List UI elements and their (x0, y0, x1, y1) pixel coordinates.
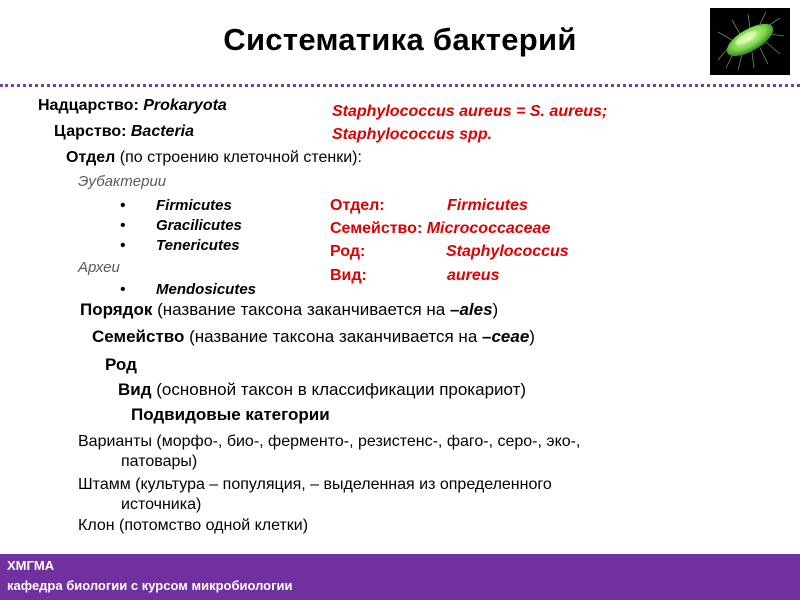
bullet-icon: • (120, 197, 126, 214)
species-line: Вид (основной таксон в классификации прокариот) (118, 380, 527, 399)
right-family-label: Семейство: (330, 220, 427, 237)
kingdom-label: Царство: (54, 123, 131, 140)
order-label: Порядок (80, 300, 153, 319)
family-line: Семейство (название таксона заканчивается на –ceae) (92, 327, 535, 346)
list-item: • Gracilicutes (120, 217, 242, 234)
footer-institution: ХМГМА (7, 558, 55, 573)
footer-department: кафедра биологии с курсом микробиологии (7, 578, 293, 593)
order-line: Порядок (название таксона заканчивается на –ales) (80, 300, 499, 319)
right-species-value: aureus (447, 267, 500, 284)
right-genus-label: Род: (330, 243, 366, 260)
division-label: Отдел (66, 149, 116, 166)
title-divider (0, 84, 800, 87)
variants-line-1: Варианты (морфо-, био-, ферменто-, резистенс-, фаго-, серо-, эко-, (78, 433, 581, 450)
variants-line-2: патовары) (121, 453, 198, 470)
superkingdom-line (38, 97, 227, 115)
order-suffix: –ales (449, 300, 493, 319)
bullet-icon: • (120, 217, 126, 234)
footer-bar (0, 554, 800, 600)
family-suffix: –ceae (482, 327, 530, 346)
right-division-label: Отдел: (330, 197, 385, 214)
staph-line-1: Staphylococcus aureus = S. aureus; (332, 103, 608, 120)
right-genus-value: Staphylococcus (446, 243, 569, 260)
species-label: Вид (118, 380, 152, 399)
page-title: Систематика бактерий (223, 22, 577, 57)
genus-label: Род (105, 355, 137, 374)
superkingdom-value: Prokaryota (143, 97, 227, 114)
strain-line-1: Штамм (культура – популяция, – выделенная из определенного (78, 476, 552, 493)
bacterium-image (710, 8, 790, 75)
kingdom-value: Bacteria (130, 123, 195, 140)
strain-line-2: источника) (121, 496, 202, 513)
clone-line: Клон (потомство одной клетки) (78, 517, 309, 534)
bullet-icon: • (120, 281, 126, 298)
list-item: • Firmicutes (120, 197, 232, 214)
staph-line-2: Staphylococcus spp. (332, 126, 493, 143)
family-label: Семейство (92, 327, 185, 346)
right-species-label: Вид: (330, 267, 367, 284)
bullet-icon: • (120, 237, 126, 254)
kingdom-line (54, 123, 194, 141)
right-family-line (330, 220, 550, 238)
subspecies-heading: Подвидовые категории (131, 405, 330, 424)
list-item: • Tenericutes (120, 237, 240, 254)
division-line (66, 149, 362, 167)
eubacteria-label: Эубактерии (78, 173, 167, 190)
right-family-value: Micrococcaceae (426, 220, 551, 237)
right-division-value: Firmicutes (447, 197, 528, 214)
superkingdom-label: Надцарство: (38, 97, 144, 114)
division-rest: (по строению клеточной стенки): (115, 149, 362, 166)
archaea-label: Археи (78, 259, 120, 276)
list-item: • Mendosicutes (120, 281, 257, 298)
